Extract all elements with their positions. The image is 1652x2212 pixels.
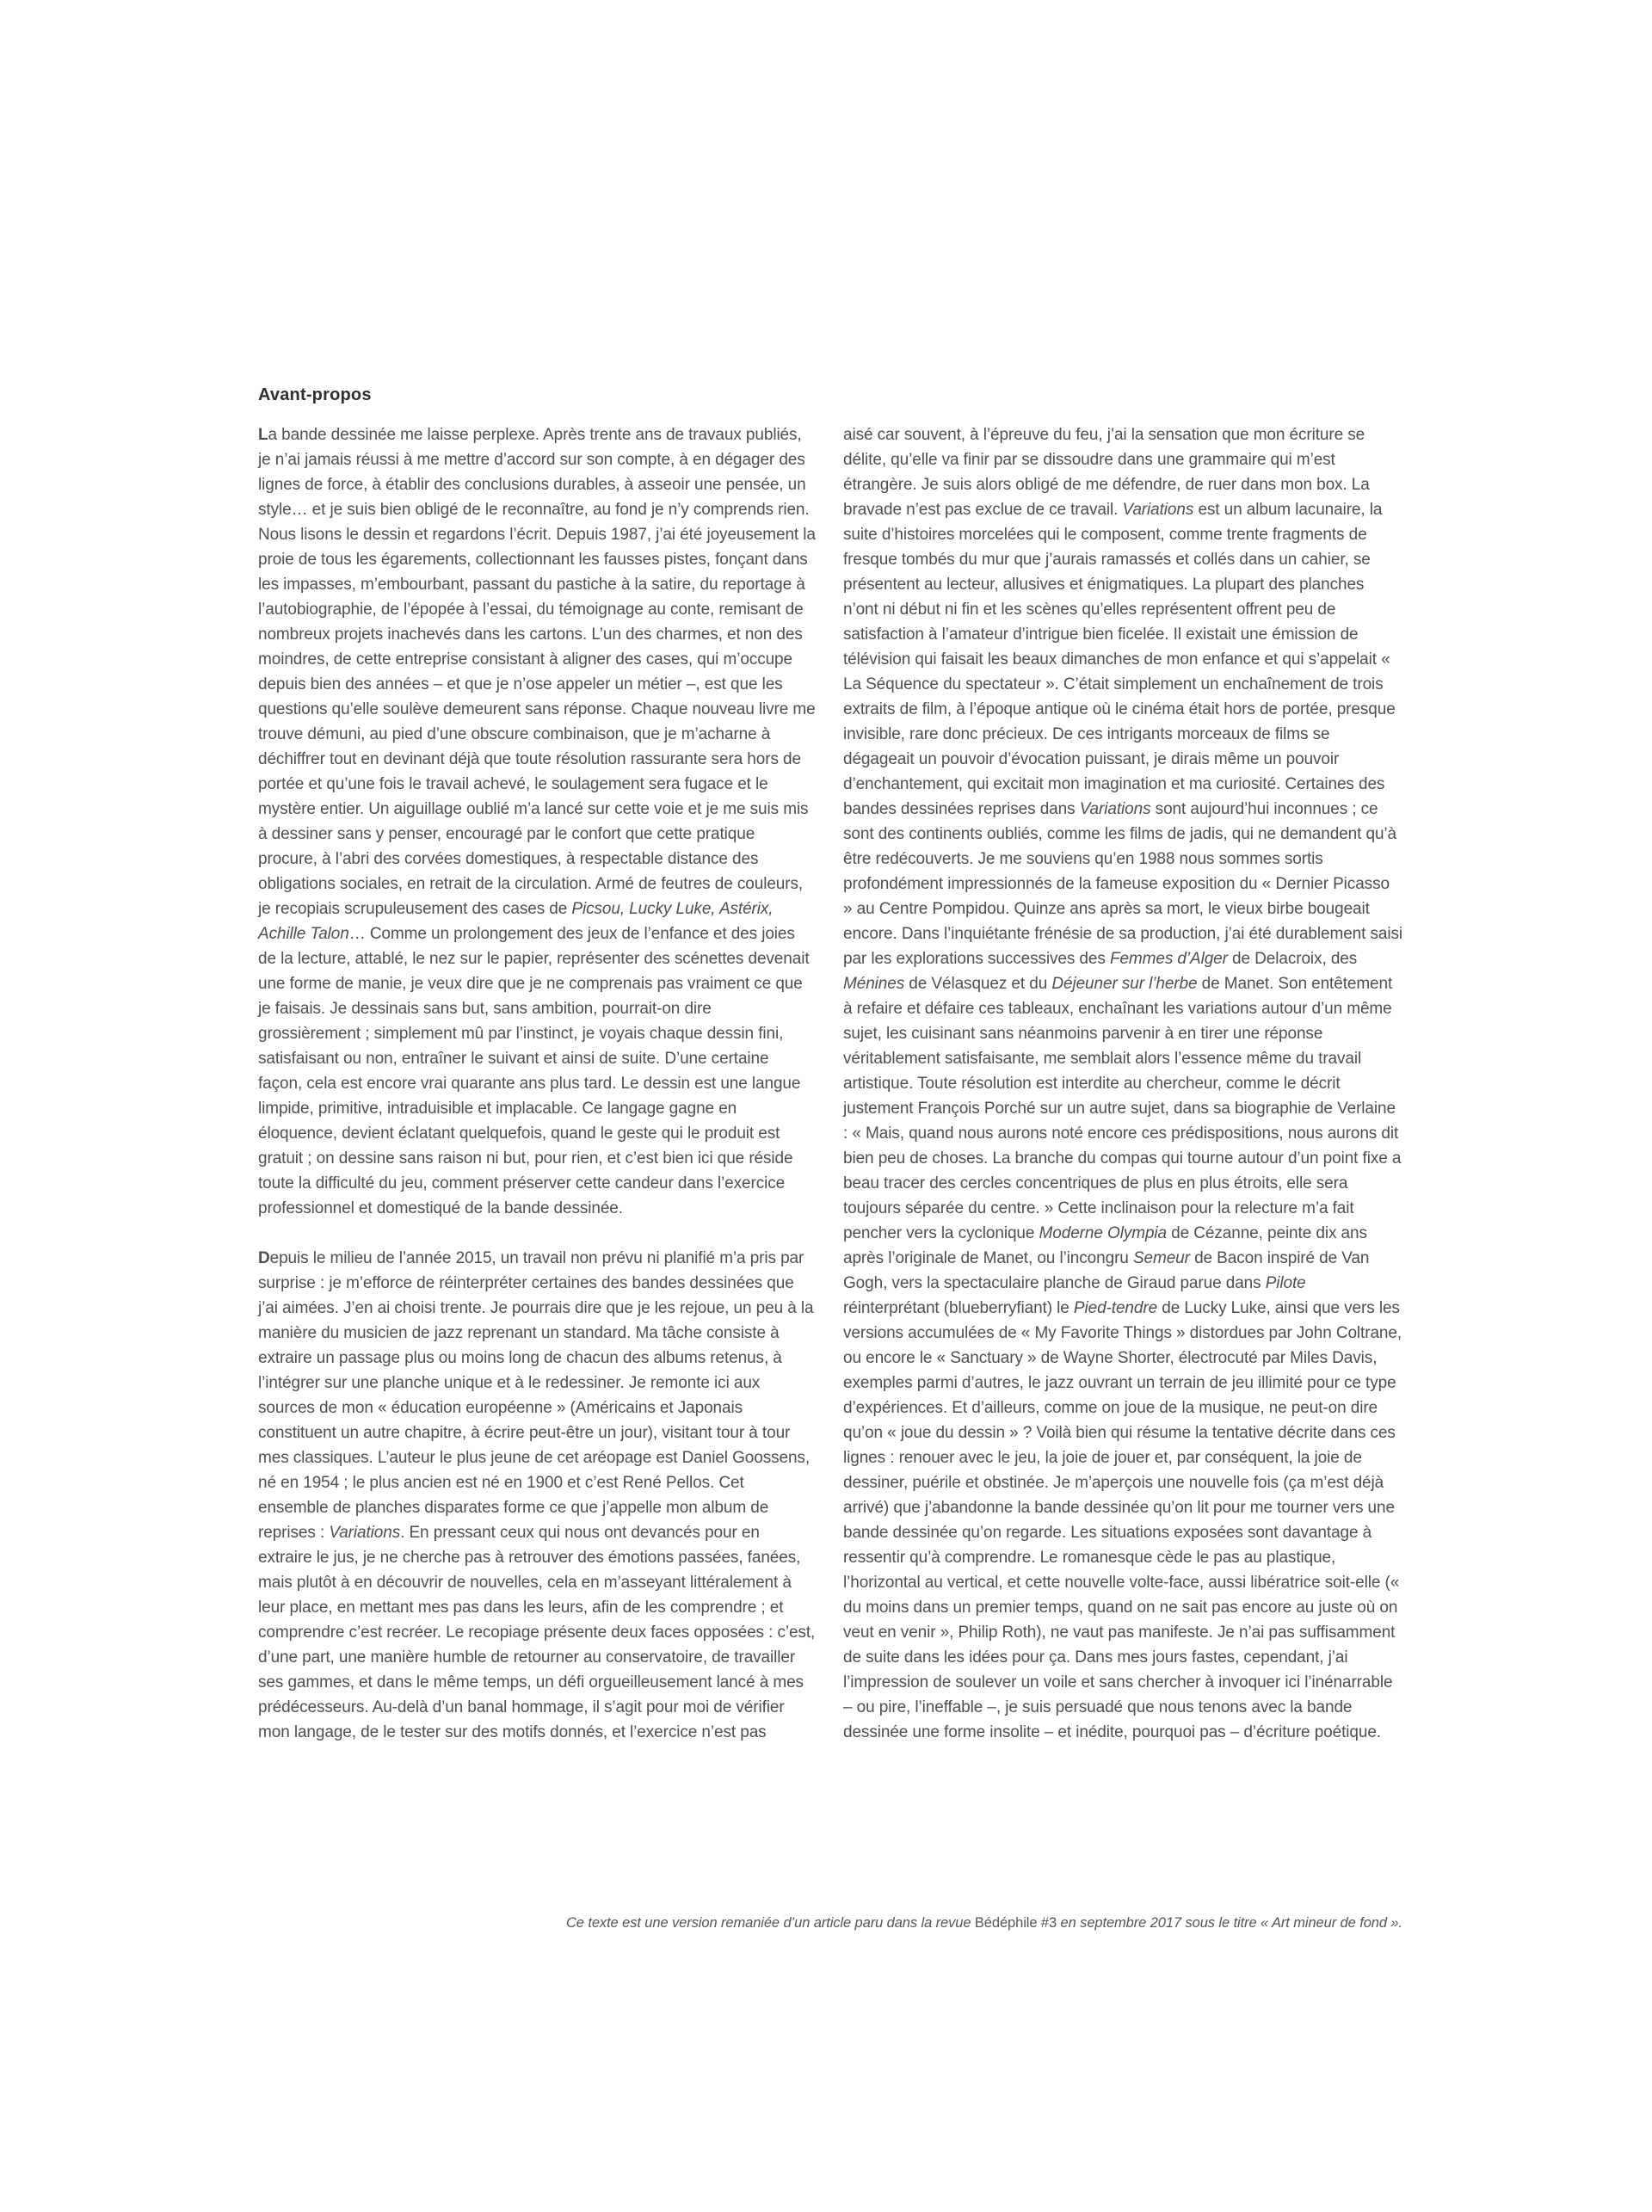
text-column-right — [843, 422, 1402, 1745]
paragraph-foreword-1: La bande dessinée me laisse perplexe. Après trente ans de travaux publiés, je n’ai jamais réussi à me mettre d’accord sur son compte, à en dégager des lignes de force, à établir des conclusions durables, à asseoir une pensée, un style… et je suis bien obligé de le reconnaître, au fond je n’y comprends rien. Nous lisons le dessin et regardons l’écrit. Depuis 1987, j’ai été joyeusement la proie de tous les égarements, collectionnant les fausses pistes, fonçant dans les impasses, m’embourbant, passant du pastiche à la satire, du reportage à l’autobiographie, de l’épopée à l’essai, du témoignage au conte, remisant de nombreux projets inachevés dans les cartons. L’un des charmes, et non des moindres, de cette entreprise consistant à aligner des cases, qui m’occupe depuis bien des années – et que je n’ose appeler un métier –, est que les questions qu’elle soulève demeurent sans réponse. Chaque nouveau livre me trouve démuni, au pied d’une obscure combinaison, que je m’acharne à déchiffrer tout en devinant déjà que toute résolution rassurante sera hors de portée et qu’une fois le travail achevé, le soulagement sera fugace et le mystère entier. Un aiguillage oublié m’a lancé sur cette voie et je me suis mis à dessiner sans y penser, encouragé par le confort que cette pratique procure, à l’abri des corvées domestiques, à respectable distance des obligations sociales, en retrait de la circulation. Armé de feutres de couleurs, je recopiais scrupuleusement des cases de Picsou, Lucky Luke, Astérix, Achille Talon… Comme un prolongement des jeux de l’enfance et des joies de la lecture, attablé, le nez sur le papier, représenter des scénettes devenait une forme de manie, je veux dire que je ne comprenais pas vraiment ce que je faisais. Je dessinais sans but, sans ambition, pourrait-on dire grossièrement ; simplement mû par l’instinct, je voyais chaque dessin fini, satisfaisant ou non, entraîner le suivant et ainsi de suite. D’une certaine façon, cela est encore vrai quarante ans plus tard. Le dessin est une langue limpide, primitive, intraduisible et implacable. Ce langage gagne en éloquence, devient éclatant quelquefois, quand le geste qui le produit est gratuit ; on dessine sans raison ni but, pour rien, et c’est bien ici que réside toute la difficulté du jeu, comment préserver cette candeur dans l’exercice professionnel et domestiqué de la bande dessinée. — [258, 426, 816, 1217]
body-text — [258, 422, 1402, 1745]
page-title: Avant-propos — [258, 385, 372, 404]
paragraph-foreword-2: Depuis le milieu de l’année 2015, un travail non prévu ni planifié m’a pris par surprise : je m’efforce de réinterpréter certaines des bandes dessinées que j’ai aimées. J’en ai choisi trente. Je pourrais dire que je les rejoue, un peu à la manière du musicien de jazz reprenant un standard. Ma tâche consiste à extraire un passage plus ou moins long de chacun des albums retenus, à l’intégrer sur une planche unique et à le redessiner. Je remonte ici aux sources de mon « éducation européenne » (Américains et Japonais constituent un autre chapitre, à écrire peut-être un jour), visitant tour à tour mes classiques. L’auteur le plus jeune de cet aréopage est Daniel Goossens, né en 1954 ; le plus ancien est né en 1900 et c’est René Pellos. Cet ensemble de planches disparates forme ce que j’appelle mon album de reprises : Variations. En pressant ceux qui nous ont devancés pour en extraire le jus, je ne cherche pas à retrouver des émotions passées, fanées, mais plutôt à en découvrir de nouvelles, cela en m’asseyant littéralement à leur place, en mettant mes pas dans les leurs, afin de les comprendre ; et comprendre c’est recréer. Le recopiage présente deux faces opposées : c’est, d’une part, une manière humble de retourner au conservatoire, de travailler ses gammes, et dans le même temps, un défi orgueilleusement lancé à mes prédécesseurs. Au-delà d’un banal hommage, il s’agit pour moi de vérifier mon langage, de le tester sur des motifs donnés, et l’exercice n’est pas — [258, 1249, 816, 1741]
source-note: Ce texte est une version remaniée d’un article paru dans la revue Bédéphile #3 en septembre 2017 sous le titre « Art mineur de fond ». — [565, 1915, 1402, 1931]
paragraph-foreword-2-continued: aisé car souvent, à l’épreuve du feu, j’ai la sensation que mon écriture se délite, qu’elle va finir par se dissoudre dans une grammaire qui m’est étrangère. Je suis alors obligé de me défendre, de ruer dans mon box. La bravade n’est pas exclue de ce travail. Variations est un album lacunaire, la suite d’histoires morcelées qui le composent, comme trente fragments de fresque tombés du mur que j’aurais ramassés et collés dans un cahier, se présentent au lecteur, allusives et énigmatiques. La plupart des planches n’ont ni début ni fin et les scènes qu’elles représentent offrent peu de satisfaction à l’amateur d’intrigue bien ficelée. Il existait une émission de télévision qui faisait les beaux dimanches de mon enfance et qui s’appelait « La Séquence du spectateur ». C’était simplement un enchaînement de trois extraits de film, à l’époque antique où le cinéma était hors de portée, presque invisible, rare donc précieux. De ces intrigants morceaux de films se dégageait un pouvoir d’évocation puissant, je dirais même un pouvoir d’enchantement, qui excitait mon imagination et ma curiosité. Certaines des bandes dessinées reprises dans Variations sont aujourd’hui inconnues ; ce sont des continents oubliés, comme les films de jadis, qui ne demandent qu’à être redécouverts. Je me souviens qu’en 1988 nous sommes sortis profondément impressionnés de la fameuse exposition du « Dernier Picasso » au Centre Pompidou. Quinze ans après sa mort, le vieux birbe bougeait encore. Dans l’inquiétante frénésie de sa production, j’ai été durablement saisi par les explorations successives des Femmes d’Alger de Delacroix, des Ménines de Vélasquez et du Déjeuner sur l’herbe de Manet. Son entêtement à refaire et défaire ces tableaux, enchaînant les variations autour d’un même sujet, les cuisinant sans néanmoins parvenir à en tirer une réponse véritablement satisfaisante, me semblait alors l’essence même du travail artistique. Toute résolution est interdite au chercheur, comme le décrit justement François Porché sur un autre sujet, dans sa biographie de Verlaine : « Mais, quand nous aurons noté encore ces prédispositions, nous aurons dit bien peu de choses. La branche du compas qui tourne autour d’un point fixe a beau tracer des cercles concentriques de plus en plus étroits, elle sera toujours séparée du centre. » Cette inclinaison pour la relecture m’a fait pencher vers la cyclonique Moderne Olympia de Cézanne, peinte dix ans après l’originale de Manet, ou l’incongru Semeur de Bacon inspiré de Van Gogh, vers la spectaculaire planche de Giraud parue dans Pilote réinterprétant (blueberryfiant) le Pied-tendre de Lucky Luke, ainsi que vers les versions accumulées de « My Favorite Things » distordues par John Coltrane, ou encore le « Sanctuary » de Wayne Shorter, électrocuté par Miles Davis, exemples parmi d’autres, le jazz ouvrant un terrain de jeu illimité pour ce type d’expériences. Et d’ailleurs, comme on joue de la musique, ne peut-on dire qu’on « joue du dessin » ? Voilà bien qui résume la tentative décrite dans ces lignes : renouer avec le jeu, la joie de jouer et, par conséquent, la joie de dessiner, puérile et obstinée. Je m’aperçois une nouvelle fois (ça m’est déjà arrivé) que j’abandonne la bande dessinée qu’on lit pour me tourner vers une bande dessinée qu’on regarde. Les situations exposées sont davantage à ressentir qu’à comprendre. Le romanesque cède le pas au plastique, l’horizontal au vertical, et cette nouvelle volte-face, aussi libératrice soit-elle (« du moins dans un premier temps, quand on ne sait pas encore au juste où on veut en venir », Philip Roth), ne vaut pas manifeste. Je n’ai pas suffisamment de suite dans les idées pour ça. Dans mes jours fastes, cependant, j’ai l’impression de soulever un voile et sans chercher à invoquer ici l’inénarrable – ou pire, l’ineffable –, je suis persuadé que nous tenons avec la bande dessinée une forme insolite – et inédite, pourquoi pas – d’écriture poétique. — [843, 426, 1403, 1741]
text-column-left — [258, 422, 816, 1745]
